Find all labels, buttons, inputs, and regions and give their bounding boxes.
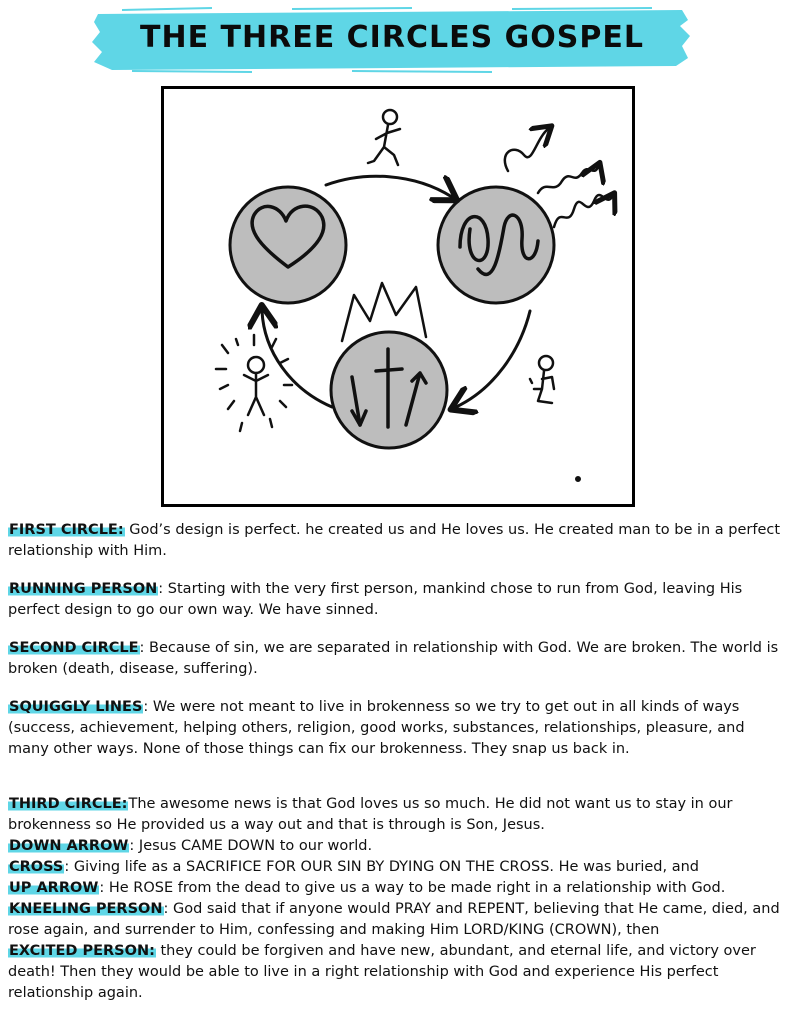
section-up-arrow: [8, 878, 788, 899]
label-cross: CROSS: [9, 859, 64, 875]
section-squiggly-lines: [8, 697, 788, 760]
text-kneeling-person: : God said that if anyone would PRAY and REPENT, believing that He came, died, and rose again, and surrender to Him, confessing and making Him LORD/KING (CROWN), then: [8, 901, 780, 938]
label-down-arrow: DOWN ARROW: [9, 838, 129, 854]
arrow-first-to-second: [326, 176, 452, 197]
section-second-circle: [8, 638, 788, 680]
stray-dot: [577, 478, 580, 481]
label-third-circle: THIRD CIRCLE:: [9, 796, 128, 812]
label-first-circle: FIRST CIRCLE:: [9, 522, 124, 538]
section-down-arrow: [8, 836, 788, 857]
text-excited-person: they could be forgiven and have new, abundant, and eternal life, and victory over death! Then they would be able to live in a right relationship with God and experience His perfect relationship again.: [8, 943, 756, 1001]
text-squiggly-lines: : We were not meant to live in brokenness so we try to get out in all kinds of ways (success, achievement, helping others, religion, good works, substances, relationships, pleasure, and many other ways. None of those things can fix our brokenness. They snap us back in.: [8, 699, 745, 757]
running-person-icon: [368, 110, 400, 165]
section-cross: [8, 857, 788, 878]
excited-person-icon: [216, 335, 292, 431]
three-circles-diagram: [161, 86, 635, 507]
section-kneeling-person: [8, 899, 788, 941]
third-circle-cross: [331, 332, 447, 448]
arrow-second-to-third: [456, 311, 530, 407]
label-squiggly-lines: SQUIGGLY LINES: [9, 699, 143, 715]
section-first-circle: [8, 520, 788, 562]
text-second-circle: : Because of sin, we are separated in relationship with God. We are broken. The world is broken (death, disease, suffering).: [8, 640, 779, 677]
label-second-circle: SECOND CIRCLE: [9, 640, 139, 656]
label-excited-person: EXCITED PERSON:: [9, 943, 155, 959]
explanation-text: [8, 520, 788, 1004]
title-banner: [92, 6, 692, 74]
kneeling-person-icon: [530, 356, 554, 403]
arrow-third-to-first: [262, 311, 332, 407]
label-up-arrow: UP ARROW: [9, 880, 99, 896]
text-third-circle: The awesome news is that God loves us so much. He did not want us to stay in our brokenness so He provided us a way out and that is through is Son, Jesus.: [8, 796, 733, 833]
label-kneeling-person: KNEELING PERSON: [9, 901, 163, 917]
text-up-arrow: : He ROSE from the dead to give us a way to be made right in a relationship with God.: [99, 880, 726, 896]
text-down-arrow: : Jesus CAME DOWN to our world.: [129, 838, 373, 854]
second-circle-squiggle: [438, 187, 554, 303]
label-running-person: RUNNING PERSON: [9, 581, 158, 597]
page-title: THE THREE CIRCLES GOSPEL: [140, 20, 644, 55]
text-running-person: : Starting with the very first person, mankind chose to run from God, leaving His perfect design to go our own way. We have sinned.: [8, 581, 743, 618]
text-first-circle: God’s design is perfect. he created us and He loves us. He created man to be in a perfect relationship with Him.: [8, 522, 781, 559]
section-excited-person: [8, 941, 788, 1004]
text-cross: : Giving life as a SACRIFICE FOR OUR SIN BY DYING ON THE CROSS. He was buried, and: [64, 859, 699, 875]
section-running-person: [8, 579, 788, 621]
section-third-circle: [8, 794, 788, 836]
first-circle-heart: [230, 187, 346, 303]
